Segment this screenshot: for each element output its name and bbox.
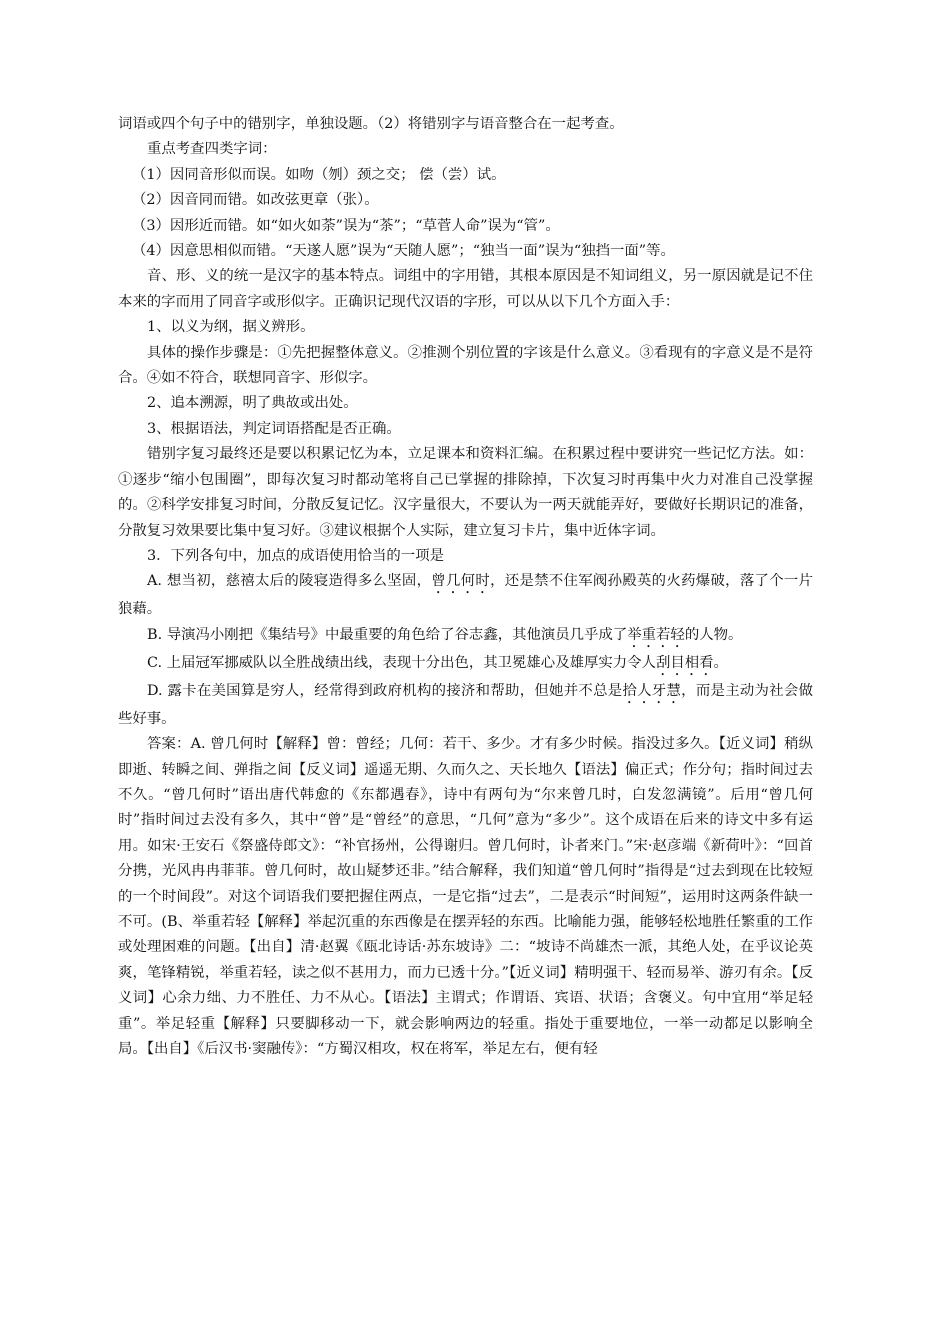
- option-b-text-end: 的人物。: [684, 626, 743, 643]
- review-paragraph: 错别字复习最终还是要以积累记忆为本，立足课本和资料汇编。在积累过程中要讲究一些记忆方法。如：①逐步“缩小包围圈”，即每次复习时都动笔将自己已掌握的排除掉，下次复习时再集中火力对准自己没掌握的。②科学安排复习时间，分散反复记忆。汉字量很大，不要认为一两天就能弄好，要做好长期识记的准备，分散复习效果要比集中复习好。③建议根据个人实际，建立复习卡片，集中近体字词。: [118, 446, 813, 539]
- method-1-detail: 具体的操作步骤是：①先把握整体意义。②推测个别位置的字该是什么意义。③看现有的字意义是不是符合。④如不符合，联想同音字、形似字。: [118, 344, 813, 387]
- option-d-text: D. 露卡在美国算是穷人，经常得到政府机构的接济和帮助，但她并不总是: [147, 682, 623, 699]
- list-item: （4）因意思相似而错。“天遂人愿”误为“天随人愿”；“独当一面”误为“独挡一面”等。: [132, 243, 675, 260]
- list-item: （3）因形近而错。如“如火如荼”误为“茶”；“草菅人命”误为“管”。: [132, 217, 560, 234]
- option-d: [118, 679, 813, 732]
- option-b-idiom: 举重若轻: [627, 626, 685, 643]
- list-item: （1）因同音形似而误。如吻（刎）颈之交； 偿（尝）试。: [132, 166, 506, 183]
- option-c-idiom: 刮目相看: [655, 654, 714, 671]
- option-c-text: C. 上届冠军挪威队以全胜战绩出线，表现十分出色，其卫冕雄心及雄厚实力令人: [147, 654, 656, 671]
- option-c-text-end: 。: [713, 654, 728, 671]
- document-body: [118, 112, 813, 1062]
- option-b-text: B. 导演冯小刚把《集结号》中最重要的角色给了谷志鑫，其他演员几乎成了: [147, 626, 628, 643]
- method-2: 2、追本溯源，明了典故或出处。: [147, 395, 358, 412]
- option-d-text-end: ，而是主动为社会做些好事。: [118, 682, 813, 727]
- option-b: [118, 623, 813, 651]
- method-3: 3、根据语法，判定词语搭配是否正确。: [147, 420, 401, 437]
- option-a-text-end: ，还是禁不住军阀孙殿英的火药爆破，落了个一片狼藉。: [118, 573, 813, 618]
- question-stem: 3．下列各句中，加点的成语使用恰当的一项是: [147, 547, 444, 564]
- methods-intro-paragraph: 音、形、义的统一是汉字的基本特点。词组中的字用错，其根本原因是不知词组义，另一原因就是记不住本来的字而用了同音字或形似字。正确识记现代汉语的字形，可以从以下几个方面入手：: [118, 268, 813, 310]
- list-item: （2）因音同而错。如改弦更章（张）。: [132, 192, 379, 209]
- method-1: 1、以义为纲，据义辨形。: [147, 319, 315, 336]
- answer-paragraph: 答案：A. 曾几何时【解释】曾：曾经；几何：若干、多少。才有多少时候。指没过多久。【近义词】稍纵即逝、转瞬之间、弹指之间【反义词】遥遥无期、久而久之、天长地久【语法】偏正式；作分句；指时间过去不久。“曾几何时”语出唐代韩愈的《东都遇春》，诗中有两句为“尔来曾几时，白发忽满镜”。后用“曾几何时”指时间过去没有多久，其中“曾”是“曾经”的意思，“几何”意为“多少”。这个成语在后来的诗文中多有运用。如宋·王安石《祭盛侍郎文》：“补官扬州，公得谢归。曾几何时，讣者来门。”宋·赵彦端《新荷叶》：“回首分携，光风冉冉菲菲。曾几何时，故山疑梦还非。”结合解释，我们知道“曾几何时”指得是“过去到现在比较短的一个时间段”。对这个词语我们要把握住两点，一是它指“过去”，二是表示“时间短”，运用时这两条件缺一不可。(B、举重若轻【解释】举起沉重的东西像是在摆弄轻的东西。比喻能力强，能够轻松地胜任繁重的工作或处理困难的问题。【出自】清·赵翼《瓯北诗话·苏东坡诗》二：“坡诗不尚雄杰一派，其绝人处，在乎议论英爽，笔锋精锐，举重若轻，读之似不甚用力，而力已透十分。”【近义词】精明强干、轻而易举、游刃有余。【反义词】心余力绌、力不胜任、力不从心。【语法】主谓式；作谓语、宾语、状语；含褒义。句中宜用“举足轻重”。举足轻重【解释】只要脚移动一下，就会影响两边的轻重。指处于重要地位，一举一动都足以影响全局。【出自】《后汉书·窦融传》：“方蜀汉相攻，权在将军，举足左右，便有轻: [118, 736, 813, 1057]
- intro-paragraph: 词语或四个句子中的错别字，单独设题。（2）将错别字与语音整合在一起考查。: [118, 116, 624, 132]
- option-a: [118, 569, 813, 622]
- option-a-idiom: 曾几何时: [431, 573, 491, 590]
- option-d-idiom: 拾人牙慧: [622, 682, 682, 699]
- option-c: [118, 651, 813, 679]
- key-types-heading: 重点考查四类字词：: [147, 141, 277, 158]
- option-a-text: A. 想当初，慈禧太后的陵寝造得多么坚固，: [147, 573, 432, 590]
